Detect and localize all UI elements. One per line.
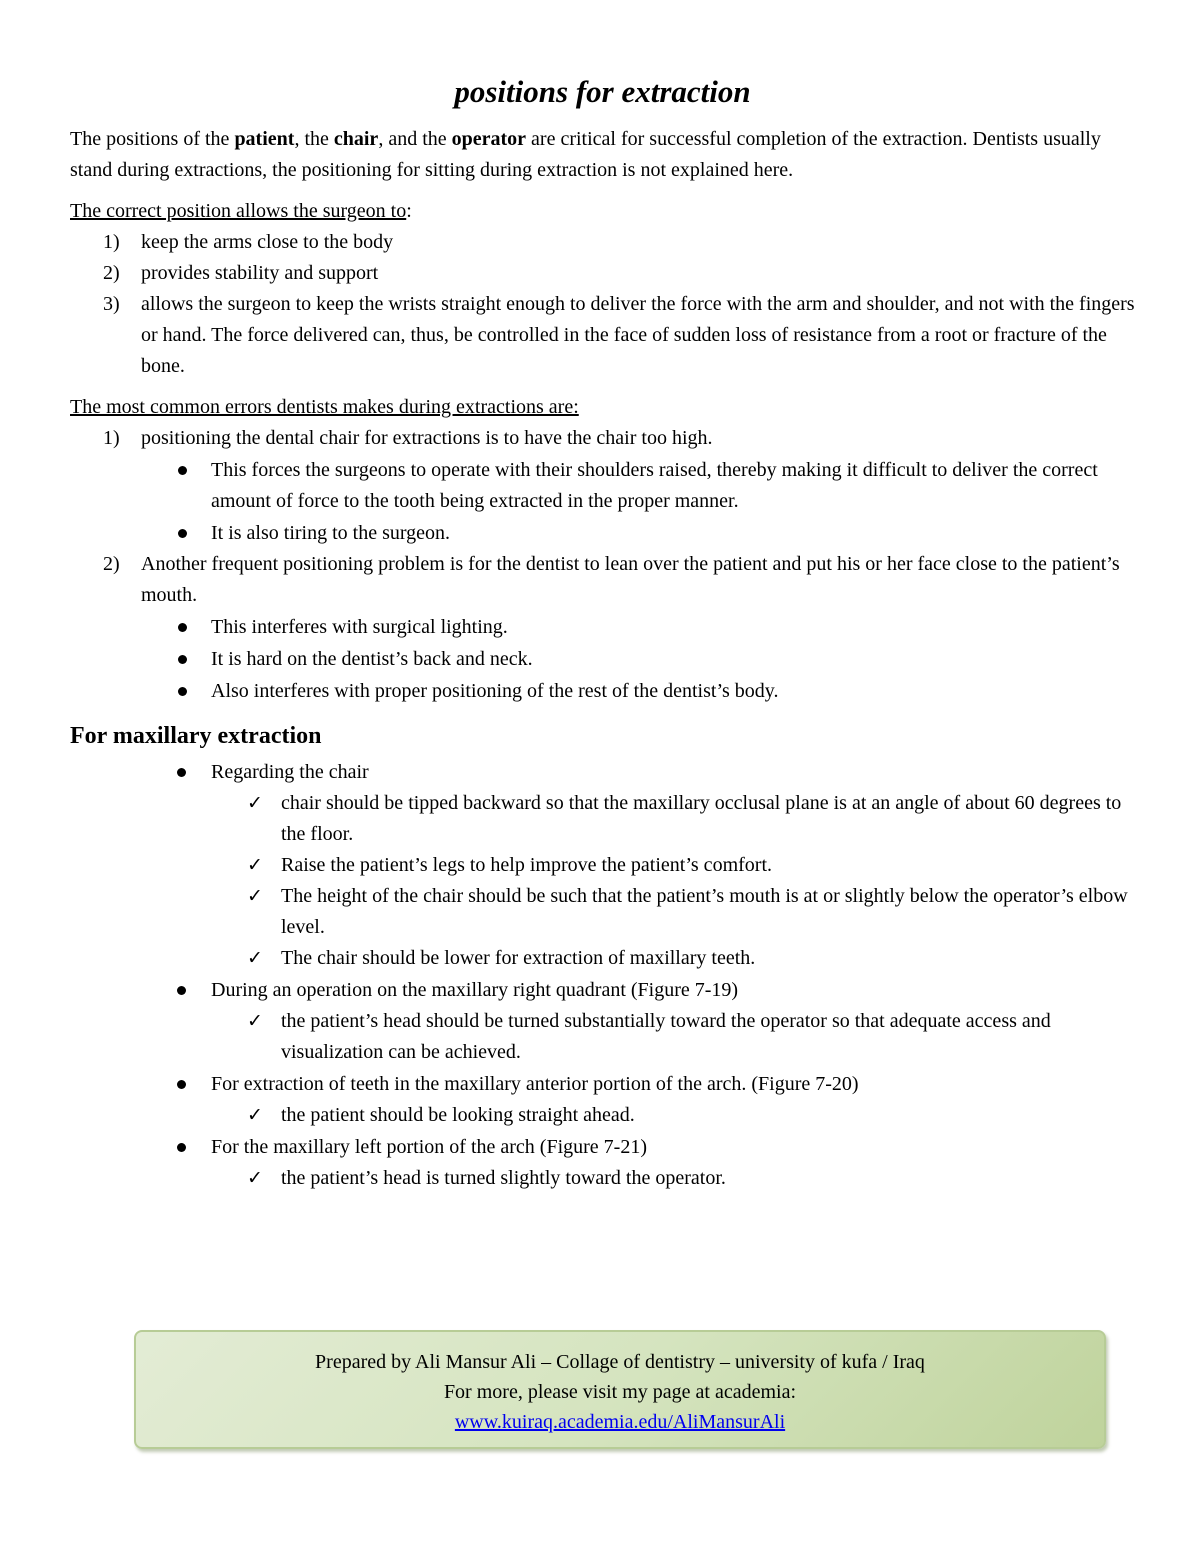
correct-position-section bbox=[70, 196, 1135, 382]
bullet-item bbox=[141, 518, 1135, 549]
list-item-text: allows the surgeon to keep the wrists straight enough to deliver the force with the arm and shoulder, and not with the fingers or hand. The force delivered can, thus, be controlled in the face of sudden loss of resistance from a root or fracture of the bone. bbox=[141, 293, 1135, 377]
checklist bbox=[211, 1163, 1135, 1194]
bullet-dot-icon bbox=[177, 986, 186, 995]
errors-section bbox=[70, 392, 1135, 707]
list-number: 1) bbox=[103, 427, 120, 449]
correct-position-lead bbox=[70, 196, 1135, 227]
correct-position-lead-colon: : bbox=[406, 200, 412, 222]
check-item bbox=[211, 943, 1135, 974]
bullet-text: This forces the surgeons to operate with their shoulders raised, thereby making it difficult to deliver the correct amount of force to the tooth being extracted in the proper manner. bbox=[211, 459, 1098, 512]
intro-bold-chair: chair bbox=[333, 128, 379, 150]
bullet-item bbox=[141, 644, 1135, 675]
maxillary-heading: For maxillary extraction bbox=[70, 723, 322, 749]
bullet-text: Also interferes with proper positioning of the rest of the dentist’s body. bbox=[211, 680, 779, 702]
checkmark-icon: ✓ bbox=[247, 885, 263, 907]
bullet-dot-icon bbox=[177, 1080, 186, 1089]
maxillary-list bbox=[70, 757, 1135, 1194]
page-title: positions for extraction bbox=[454, 74, 751, 109]
correct-position-list bbox=[70, 227, 1135, 382]
bullet-dot-icon bbox=[178, 529, 187, 538]
check-text: the patient should be looking straight ahead. bbox=[281, 1104, 635, 1126]
check-text: the patient’s head is turned slightly toward the operator. bbox=[281, 1167, 726, 1189]
intro-text-4: are critical for successful completion of the extraction. Dentists usually stand during extractions, the positioning for sitting during extraction is not explained here. bbox=[70, 128, 1101, 181]
bullet-dot-icon bbox=[177, 768, 186, 777]
checkmark-icon: ✓ bbox=[247, 947, 263, 969]
footer-author: Prepared by Ali Mansur Ali – Collage of dentistry – university of kufa / Iraq bbox=[315, 1351, 925, 1373]
check-text: Raise the patient’s legs to help improve the patient’s comfort. bbox=[281, 854, 772, 876]
check-item bbox=[211, 850, 1135, 881]
intro-text-2: , the bbox=[294, 128, 334, 150]
bullet-item bbox=[70, 757, 1135, 974]
intro-text-3: , and the bbox=[378, 128, 452, 150]
bullet-item bbox=[141, 612, 1135, 643]
intro-bold-operator: operator bbox=[451, 128, 527, 150]
bullet-dot-icon bbox=[178, 466, 187, 475]
list-item-text: Another frequent positioning problem is for the dentist to lean over the patient and put his or her face close to the patient’s mouth. bbox=[141, 553, 1120, 606]
errors-lead: The most common errors dentists makes during extractions are: bbox=[70, 396, 579, 418]
list-item bbox=[70, 258, 1135, 289]
list-item-text: keep the arms close to the body bbox=[141, 231, 394, 253]
intro-paragraph bbox=[70, 124, 1135, 186]
checkmark-icon: ✓ bbox=[247, 1167, 263, 1189]
bullet-dot-icon bbox=[178, 623, 187, 632]
bullet-dot-icon bbox=[178, 687, 187, 696]
bullet-item bbox=[141, 455, 1135, 517]
checkmark-icon: ✓ bbox=[247, 854, 263, 876]
checkmark-icon: ✓ bbox=[247, 792, 263, 814]
intro-text-1: The positions of the bbox=[70, 128, 235, 150]
list-item bbox=[70, 227, 1135, 258]
footer-box bbox=[134, 1330, 1106, 1449]
list-item bbox=[70, 549, 1135, 707]
bullet-text: For extraction of teeth in the maxillary anterior portion of the arch. (Figure 7-20) bbox=[211, 1073, 859, 1095]
check-item bbox=[211, 788, 1135, 850]
footer-visit-note: For more, please visit my page at academia: bbox=[443, 1381, 797, 1403]
correct-position-lead-text: The correct position allows the surgeon to bbox=[70, 200, 407, 222]
check-item bbox=[211, 1163, 1135, 1194]
check-item bbox=[211, 1006, 1135, 1068]
bullet-dot-icon bbox=[178, 655, 187, 664]
check-text: chair should be tipped backward so that the maxillary occlusal plane is at an angle of about 60 degrees to the floor. bbox=[281, 792, 1122, 845]
bullet-text: During an operation on the maxillary right quadrant (Figure 7-19) bbox=[211, 979, 739, 1001]
academia-link[interactable]: www.kuiraq.academia.edu/AliMansurAli bbox=[454, 1411, 786, 1433]
list-item bbox=[70, 423, 1135, 549]
list-number: 3) bbox=[103, 293, 120, 315]
bullet-item bbox=[70, 1132, 1135, 1194]
bullet-list bbox=[141, 612, 1135, 707]
check-item bbox=[211, 1100, 1135, 1131]
list-item bbox=[70, 289, 1135, 382]
bullet-text: It is also tiring to the surgeon. bbox=[211, 522, 451, 544]
check-text: The height of the chair should be such that the patient’s mouth is at or slightly below the operator’s elbow level. bbox=[281, 885, 1128, 938]
checklist bbox=[211, 788, 1135, 974]
checkmark-icon: ✓ bbox=[247, 1104, 263, 1126]
bullet-list bbox=[141, 455, 1135, 549]
footer-link-row bbox=[136, 1407, 1104, 1437]
document-page bbox=[70, 68, 1135, 1194]
list-number: 2) bbox=[103, 262, 120, 284]
check-text: the patient’s head should be turned substantially toward the operator so that adequate access and visualization can be achieved. bbox=[281, 1010, 1051, 1063]
intro-bold-patient: patient bbox=[234, 128, 295, 150]
bullet-text: It is hard on the dentist’s back and neck. bbox=[211, 648, 533, 670]
checklist bbox=[211, 1100, 1135, 1131]
list-number: 1) bbox=[103, 231, 120, 253]
errors-list bbox=[70, 423, 1135, 707]
list-number: 2) bbox=[103, 553, 120, 575]
bullet-text: For the maxillary left portion of the arch (Figure 7-21) bbox=[211, 1136, 647, 1158]
bullet-item bbox=[70, 1069, 1135, 1131]
list-item-text: positioning the dental chair for extractions is to have the chair too high. bbox=[141, 427, 713, 449]
bullet-item bbox=[141, 676, 1135, 707]
check-item bbox=[211, 881, 1135, 943]
bullet-item bbox=[70, 975, 1135, 1068]
checkmark-icon: ✓ bbox=[247, 1010, 263, 1032]
bullet-text: This interferes with surgical lighting. bbox=[211, 616, 508, 638]
check-text: The chair should be lower for extraction of maxillary teeth. bbox=[281, 947, 756, 969]
bullet-dot-icon bbox=[177, 1143, 186, 1152]
bullet-text: Regarding the chair bbox=[211, 761, 369, 783]
list-item-text: provides stability and support bbox=[141, 262, 379, 284]
checklist bbox=[211, 1006, 1135, 1068]
